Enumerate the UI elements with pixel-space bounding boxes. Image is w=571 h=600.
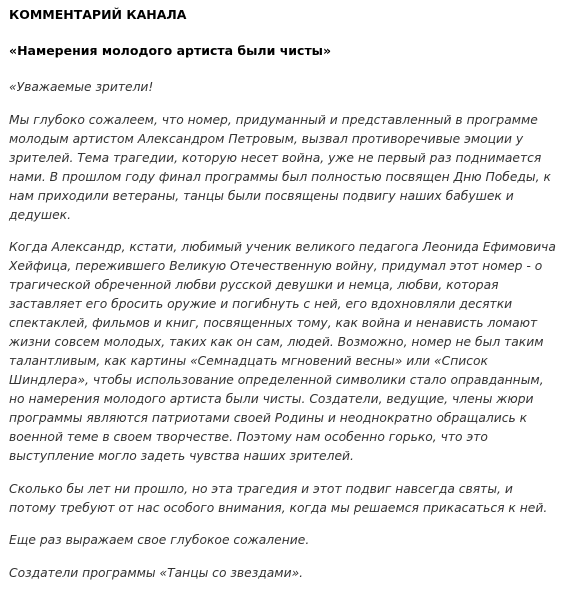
article-title: «Намерения молодого артиста были чисты» xyxy=(9,43,332,58)
paragraph-3: Сколько бы лет ни прошло, но эта трагедия и этот подвиг навсегда святы, и потому требуют от нас особого внимания, когда мы решаемся прикасаться к ней. xyxy=(9,481,548,515)
section-label: КОММЕНТАРИЙ КАНАЛА xyxy=(9,7,187,22)
paragraph-1: Мы глубоко сожалеем, что номер, придуманный и представленный в программе молодым артистом Александром Петровым, вызвал противоречивые эмоции у зрителей. Тема трагедии, которую несет война, уже не первый раз поднимается нами. В прошлом году финал программы был полностью посвящен Дню Победы, к нам приходили ветераны, танцы были посвящены подвигу наших бабушек и дедушек. xyxy=(9,112,551,222)
article-body xyxy=(9,78,561,583)
paragraph-greeting: «Уважаемые зрители! xyxy=(9,80,154,94)
paragraph-2: Когда Александр, кстати, любимый ученик великого педагога Леонида Ефимовича Хейфица, пережившего Великую Отечественную войну, придумал этот номер - о трагической обреченной любви русской девушки и немца, любви, которая заставляет его бросить оружие и погибнуть с ней, его вдохновляли десятки спектаклей, фильмов и книг, посвященных тому, как война и ненависть ломают жизни совсем молодых, таких как он сам, людей. Возможно, номер не был таким талантливым, как картины «Семнадцать мгновений весны» или «Список Шиндлера», чтобы использование определенной символики стало оправданным, но намерения молодого артиста были чисты. Создатели, ведущие, члены жюри программы являются патриотами своей Родины и неоднократно обращались к военной теме в своем творчестве. Поэтому нам особенно горько, что это выступление могло задеть чувства наших зрителей. xyxy=(9,240,556,463)
paragraph-signature: Создатели программы «Танцы со звездами». xyxy=(9,565,304,580)
paragraph-4: Еще раз выражаем свое глубокое сожаление. xyxy=(9,533,310,547)
